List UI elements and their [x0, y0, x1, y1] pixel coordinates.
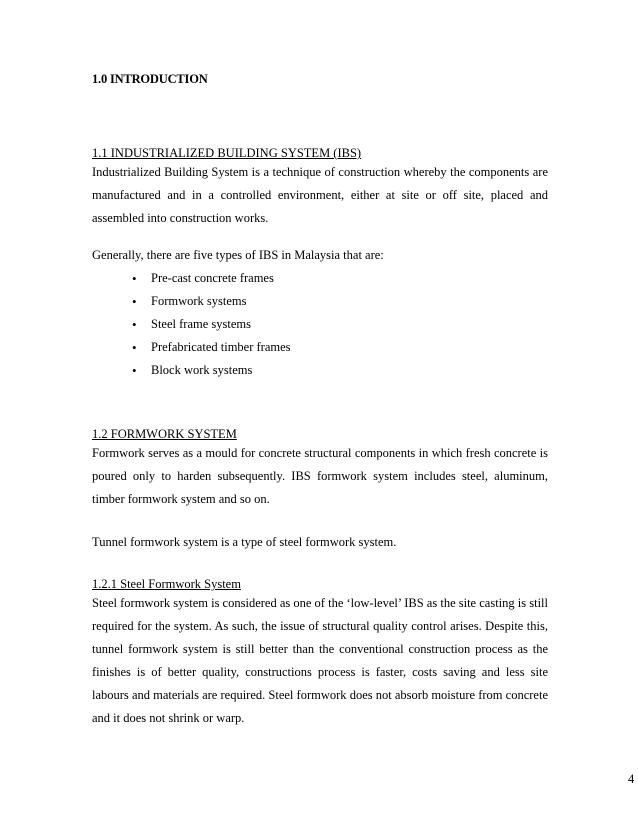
document-page [92, 0, 635, 826]
main-heading: 1.0 INTRODUCTION [92, 72, 208, 86]
steel-formwork-paragraph: Steel formwork system is considered as one of the ‘low-level’ IBS as the site casting is still required for the system. As such, the issue of structural quality control arises. Despite this, tunnel formwork system is still better than the conventional construction process as the finishes is of better quality, constructions process is faster, costs saving and less site labours and materials are required. Steel formwork does not absorb moisture from concrete and it does not shrink or warp. [92, 596, 548, 725]
list-item: • Block work systems [132, 359, 548, 382]
list-item: • Steel frame systems [132, 313, 548, 336]
tunnel-note: Tunnel formwork system is a type of steel formwork system. [92, 535, 397, 549]
ibs-types-list [92, 267, 548, 382]
formwork-title: 1.2 FORMWORK SYSTEM [92, 427, 237, 441]
formwork-paragraph: Formwork serves as a mould for concrete structural components in which fresh concrete is poured only to harden subsequently. IBS formwork system includes steel, aluminum, timber formwork system and so on. [92, 446, 548, 506]
section-steel-formwork [92, 576, 548, 730]
ibs-title: 1.1 INDUSTRIALIZED BUILDING SYSTEM (IBS) [92, 146, 362, 160]
steel-formwork-title: 1.2.1 Steel Formwork System [92, 577, 241, 591]
section-ibs-types [92, 244, 548, 382]
section-ibs [92, 145, 548, 230]
page-number: 4 [628, 772, 635, 786]
section-formwork [92, 426, 548, 511]
list-item: • Pre-cast concrete frames [132, 267, 548, 290]
list-item: • Formwork systems [132, 290, 548, 313]
ibs-paragraph: Industrialized Building System is a technique of construction whereby the components are manufactured and in a controlled environment, either at site or off site, placed and assembled into construction works. [92, 165, 548, 225]
section-tunnel-note [92, 534, 548, 550]
ibs-types-intro: Generally, there are five types of IBS in Malaysia that are: [92, 248, 384, 262]
list-item: • Prefabricated timber frames [132, 336, 548, 359]
